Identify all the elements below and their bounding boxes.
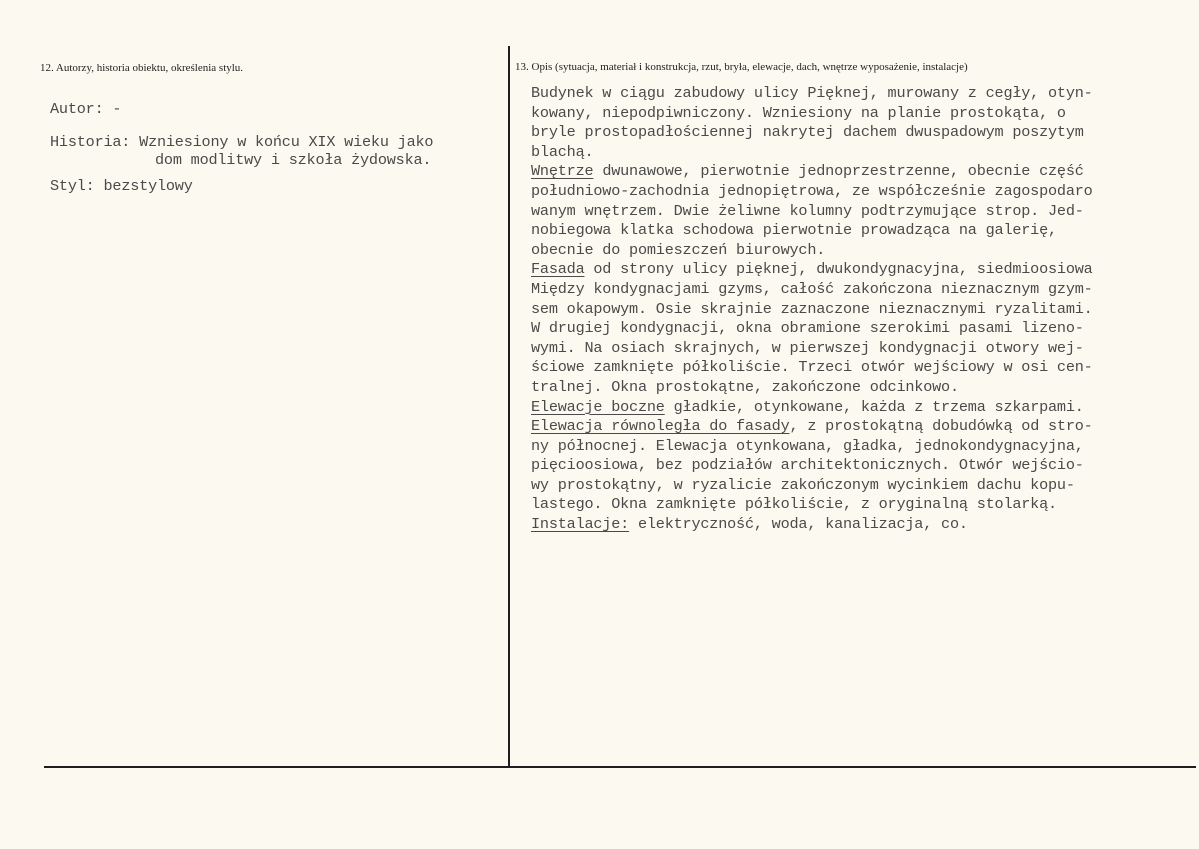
description-text: kowany, niepodpiwniczony. Wzniesiony na planie prostokąta, o (531, 103, 1066, 122)
description-line (531, 437, 1191, 457)
description-text: wy prostokątny, w ryzalicie zakończonym wycinkiem dachu kopu- (531, 475, 1075, 494)
style-value: bezstylowy (103, 177, 193, 195)
description-text: nobiegowa klatka schodowa pierwotnie prowadząca na galerię, (531, 221, 1057, 240)
description-text: wymi. Na osiach skrajnych, w pierwszej kondygnacji otwory wej- (531, 338, 1084, 357)
description-text: wanym wnętrzem. Dwie żeliwne kolumny podtrzymujące strop. Jed- (531, 201, 1084, 220)
description-line (531, 182, 1191, 202)
description-text: dwunawowe, pierwotnie jednoprzestrzenne, obecnie część (593, 162, 1084, 181)
author-line (50, 100, 121, 118)
description-line (531, 123, 1191, 143)
subsection-heading: Elewacja równoległa do fasady (531, 417, 790, 436)
description-text: ny północnej. Elewacja otynkowana, gładka, jednokondygnacyjna, (531, 436, 1084, 455)
style-line (50, 177, 193, 195)
description-line (531, 515, 1191, 535)
description-text: sem okapowym. Osie skrajnie zaznaczone nieznacznymi ryzalitami. (531, 299, 1093, 318)
description-line (531, 162, 1191, 182)
description-line (531, 143, 1191, 163)
description-line (531, 319, 1191, 339)
subsection-heading: Instalacje: (531, 515, 630, 534)
subsection-heading: Elewacje boczne (531, 397, 665, 416)
description-text: elektryczność, woda, kanalizacja, co. (629, 515, 968, 534)
style-label: Styl: (50, 177, 95, 195)
description-line (531, 417, 1191, 437)
subsection-heading: Fasada (531, 260, 585, 279)
history-line-1 (50, 133, 433, 151)
description-line (531, 476, 1191, 496)
description-text: bryle prostopadłościennej nakrytej dachem dwuspadowym poszytym (531, 123, 1084, 142)
description-line (531, 398, 1191, 418)
description-text: lastego. Okna zamknięte półkoliście, z oryginalną stolarką. (531, 495, 1057, 514)
description-line (531, 202, 1191, 222)
description-line (531, 280, 1191, 300)
description-line (531, 260, 1191, 280)
column-divider (508, 46, 510, 768)
description-line (531, 241, 1191, 261)
history-text-1: Wzniesiony w końcu XIX wieku jako (139, 133, 434, 151)
section-13-header: 13. Opis (sytuacja, materiał i konstrukcja, rzut, bryła, elewacje, dach, wnętrze wyposażenie, instalacje) (515, 61, 968, 73)
description-line (531, 104, 1191, 124)
section-12-body (50, 100, 434, 208)
description-text: tralnej. Okna prostokątne, zakończone odcinkowo. (531, 377, 959, 396)
bottom-rule (44, 766, 1196, 768)
section-12-header: 12. Autorzy, historia obiektu, określenia stylu. (40, 62, 244, 74)
description-line (531, 300, 1191, 320)
description-line (531, 456, 1191, 476)
description-text: Między kondygnacjami gzyms, całość zakończona nieznacznym gzym- (531, 279, 1093, 298)
description-text: Budynek w ciągu zabudowy ulicy Pięknej, murowany z cegły, otyn- (531, 84, 1093, 102)
description-text: W drugiej kondygnacji, okna obramione szerokimi pasami lizeno- (531, 319, 1084, 338)
description-line (531, 378, 1191, 398)
description-text: gładkie, otynkowane, każda z trzema szkarpami. (664, 397, 1084, 416)
history-label: Historia: (50, 133, 131, 151)
description-text: obecnie do pomieszczeń biurowych. (531, 240, 826, 259)
description-line (531, 358, 1191, 378)
description-text: blachą. (531, 142, 594, 161)
description-line (531, 339, 1191, 359)
description-text: , z prostokątną dobudówką od stro- (789, 417, 1093, 436)
subsection-heading: Wnętrze (531, 162, 594, 181)
description-text: pięcioosiowa, bez podziałów architektonicznych. Otwór wejścio- (531, 456, 1084, 475)
description-text: od strony ulicy pięknej, dwukondygnacyjna, siedmioosiowa (584, 260, 1093, 279)
description-text: południowo-zachodnia jednopiętrowa, ze współcześnie zagospodaro (531, 181, 1093, 200)
description-line (531, 495, 1191, 515)
description-text: ściowe zamknięte półkoliście. Trzeci otwór wejściowy w osi cen- (531, 358, 1093, 377)
description-line (531, 84, 1191, 104)
history-text-2: dom modlitwy i szkoła żydowska. (155, 151, 432, 169)
author-value: - (112, 100, 122, 118)
description-line (531, 221, 1191, 241)
section-13-body (531, 84, 1191, 535)
history-line-2 (155, 151, 431, 169)
author-label: Autor: (50, 100, 104, 118)
